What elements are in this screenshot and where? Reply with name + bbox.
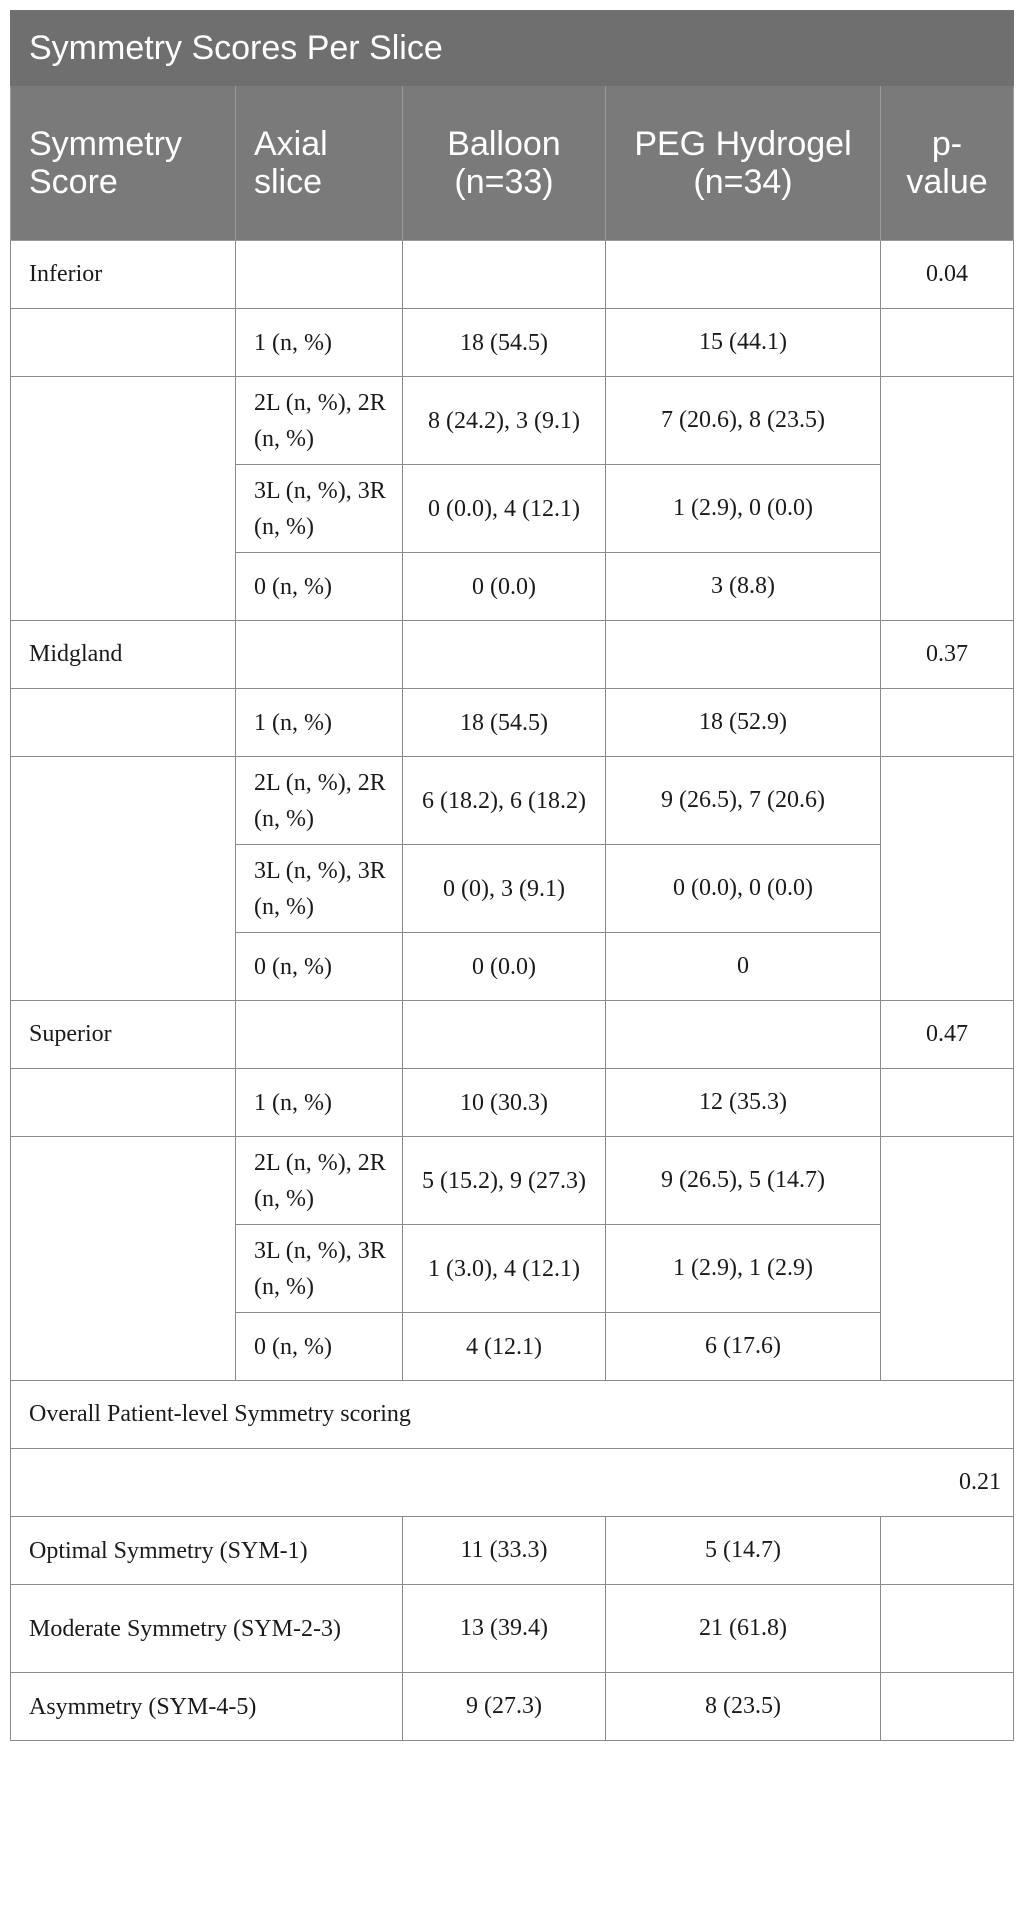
peg-hydrogel-cell: 7 (20.6), 8 (23.5) (606, 377, 881, 465)
balloon-cell: 0 (0), 3 (9.1) (403, 845, 606, 933)
table-row (11, 377, 1014, 465)
axial-slice-cell: 3L (n, %), 3R (n, %) (236, 1225, 403, 1313)
table-row (11, 689, 1014, 757)
peg-hydrogel-cell: 0 (606, 933, 881, 1001)
table-row (11, 309, 1014, 377)
overall-category-cell: Asymmetry (SYM-4-5) (11, 1673, 403, 1741)
table-row (11, 1673, 1014, 1741)
axial-slice-cell: 1 (n, %) (236, 309, 403, 377)
balloon-cell: 0 (0.0) (403, 933, 606, 1001)
peg-hydrogel-cell: 1 (2.9), 1 (2.9) (606, 1225, 881, 1313)
empty-cell (881, 1069, 1014, 1137)
balloon-cell: 0 (0.0) (403, 553, 606, 621)
section-p-value: 0.04 (881, 241, 1014, 309)
empty-cell (881, 1517, 1014, 1585)
axial-slice-cell: 0 (n, %) (236, 1313, 403, 1381)
axial-slice-cell: 1 (n, %) (236, 689, 403, 757)
empty-cell (881, 1137, 1014, 1381)
section-row (11, 621, 1014, 689)
overall-label: Overall Patient-level Symmetry scoring (11, 1381, 1014, 1449)
peg-hydrogel-cell: 12 (35.3) (606, 1069, 881, 1137)
balloon-cell: 4 (12.1) (403, 1313, 606, 1381)
table-body (11, 241, 1014, 1741)
axial-slice-cell: 2L (n, %), 2R (n, %) (236, 1137, 403, 1225)
empty-cell (881, 757, 1014, 1001)
empty-cell (11, 757, 236, 1001)
symmetry-scores-table (10, 10, 1014, 1741)
balloon-cell: 18 (54.5) (403, 689, 606, 757)
section-label: Midgland (11, 621, 236, 689)
table-title: Symmetry Scores Per Slice (11, 11, 1014, 86)
peg-hydrogel-cell: 6 (17.6) (606, 1313, 881, 1381)
empty-cell (881, 1673, 1014, 1741)
balloon-cell: 10 (30.3) (403, 1069, 606, 1137)
table-row (11, 757, 1014, 845)
empty-cell (11, 309, 236, 377)
col-header-peg-hydrogel: PEG Hydrogel (n=34) (606, 86, 881, 241)
axial-slice-cell: 2L (n, %), 2R (n, %) (236, 757, 403, 845)
empty-cell (881, 377, 1014, 621)
empty-cell (236, 1001, 403, 1069)
peg-hydrogel-cell: 8 (23.5) (606, 1673, 881, 1741)
section-label: Inferior (11, 241, 236, 309)
section-row (11, 241, 1014, 309)
section-row (11, 1001, 1014, 1069)
peg-hydrogel-cell: 9 (26.5), 7 (20.6) (606, 757, 881, 845)
peg-hydrogel-cell: 15 (44.1) (606, 309, 881, 377)
empty-cell (881, 1585, 1014, 1673)
empty-cell (11, 1137, 236, 1381)
axial-slice-cell: 3L (n, %), 3R (n, %) (236, 845, 403, 933)
empty-cell (403, 1001, 606, 1069)
balloon-cell: 18 (54.5) (403, 309, 606, 377)
peg-hydrogel-cell: 21 (61.8) (606, 1585, 881, 1673)
peg-hydrogel-cell: 5 (14.7) (606, 1517, 881, 1585)
balloon-cell: 9 (27.3) (403, 1673, 606, 1741)
axial-slice-cell: 0 (n, %) (236, 553, 403, 621)
empty-cell (11, 1069, 236, 1137)
table-row (11, 1137, 1014, 1225)
balloon-cell: 8 (24.2), 3 (9.1) (403, 377, 606, 465)
empty-cell (403, 241, 606, 309)
col-header-p-value: p-value (881, 86, 1014, 241)
peg-hydrogel-cell: 9 (26.5), 5 (14.7) (606, 1137, 881, 1225)
empty-cell (11, 689, 236, 757)
empty-cell (236, 621, 403, 689)
balloon-cell: 1 (3.0), 4 (12.1) (403, 1225, 606, 1313)
table-row (11, 1069, 1014, 1137)
empty-cell (11, 377, 236, 621)
axial-slice-cell: 1 (n, %) (236, 1069, 403, 1137)
overall-row (11, 1381, 1014, 1449)
overall-p-value-row (11, 1449, 1014, 1517)
section-p-value: 0.47 (881, 1001, 1014, 1069)
peg-hydrogel-cell: 1 (2.9), 0 (0.0) (606, 465, 881, 553)
table-row (11, 1517, 1014, 1585)
peg-hydrogel-cell: 3 (8.8) (606, 553, 881, 621)
axial-slice-cell: 2L (n, %), 2R (n, %) (236, 377, 403, 465)
overall-category-cell: Moderate Symmetry (SYM-2-3) (11, 1585, 403, 1673)
empty-cell (881, 309, 1014, 377)
balloon-cell: 13 (39.4) (403, 1585, 606, 1673)
balloon-cell: 0 (0.0), 4 (12.1) (403, 465, 606, 553)
overall-category-cell: Optimal Symmetry (SYM-1) (11, 1517, 403, 1585)
overall-p-value: 0.21 (11, 1449, 1014, 1517)
axial-slice-cell: 0 (n, %) (236, 933, 403, 1001)
empty-cell (606, 621, 881, 689)
balloon-cell: 11 (33.3) (403, 1517, 606, 1585)
balloon-cell: 6 (18.2), 6 (18.2) (403, 757, 606, 845)
balloon-cell: 5 (15.2), 9 (27.3) (403, 1137, 606, 1225)
peg-hydrogel-cell: 18 (52.9) (606, 689, 881, 757)
table-row (11, 1585, 1014, 1673)
empty-cell (606, 1001, 881, 1069)
col-header-balloon: Balloon (n=33) (403, 86, 606, 241)
axial-slice-cell: 3L (n, %), 3R (n, %) (236, 465, 403, 553)
section-p-value: 0.37 (881, 621, 1014, 689)
section-label: Superior (11, 1001, 236, 1069)
empty-cell (403, 621, 606, 689)
peg-hydrogel-cell: 0 (0.0), 0 (0.0) (606, 845, 881, 933)
empty-cell (606, 241, 881, 309)
col-header-axial-slice: Axial slice (236, 86, 403, 241)
col-header-symmetry-score: Symmetry Score (11, 86, 236, 241)
empty-cell (881, 689, 1014, 757)
empty-cell (236, 241, 403, 309)
